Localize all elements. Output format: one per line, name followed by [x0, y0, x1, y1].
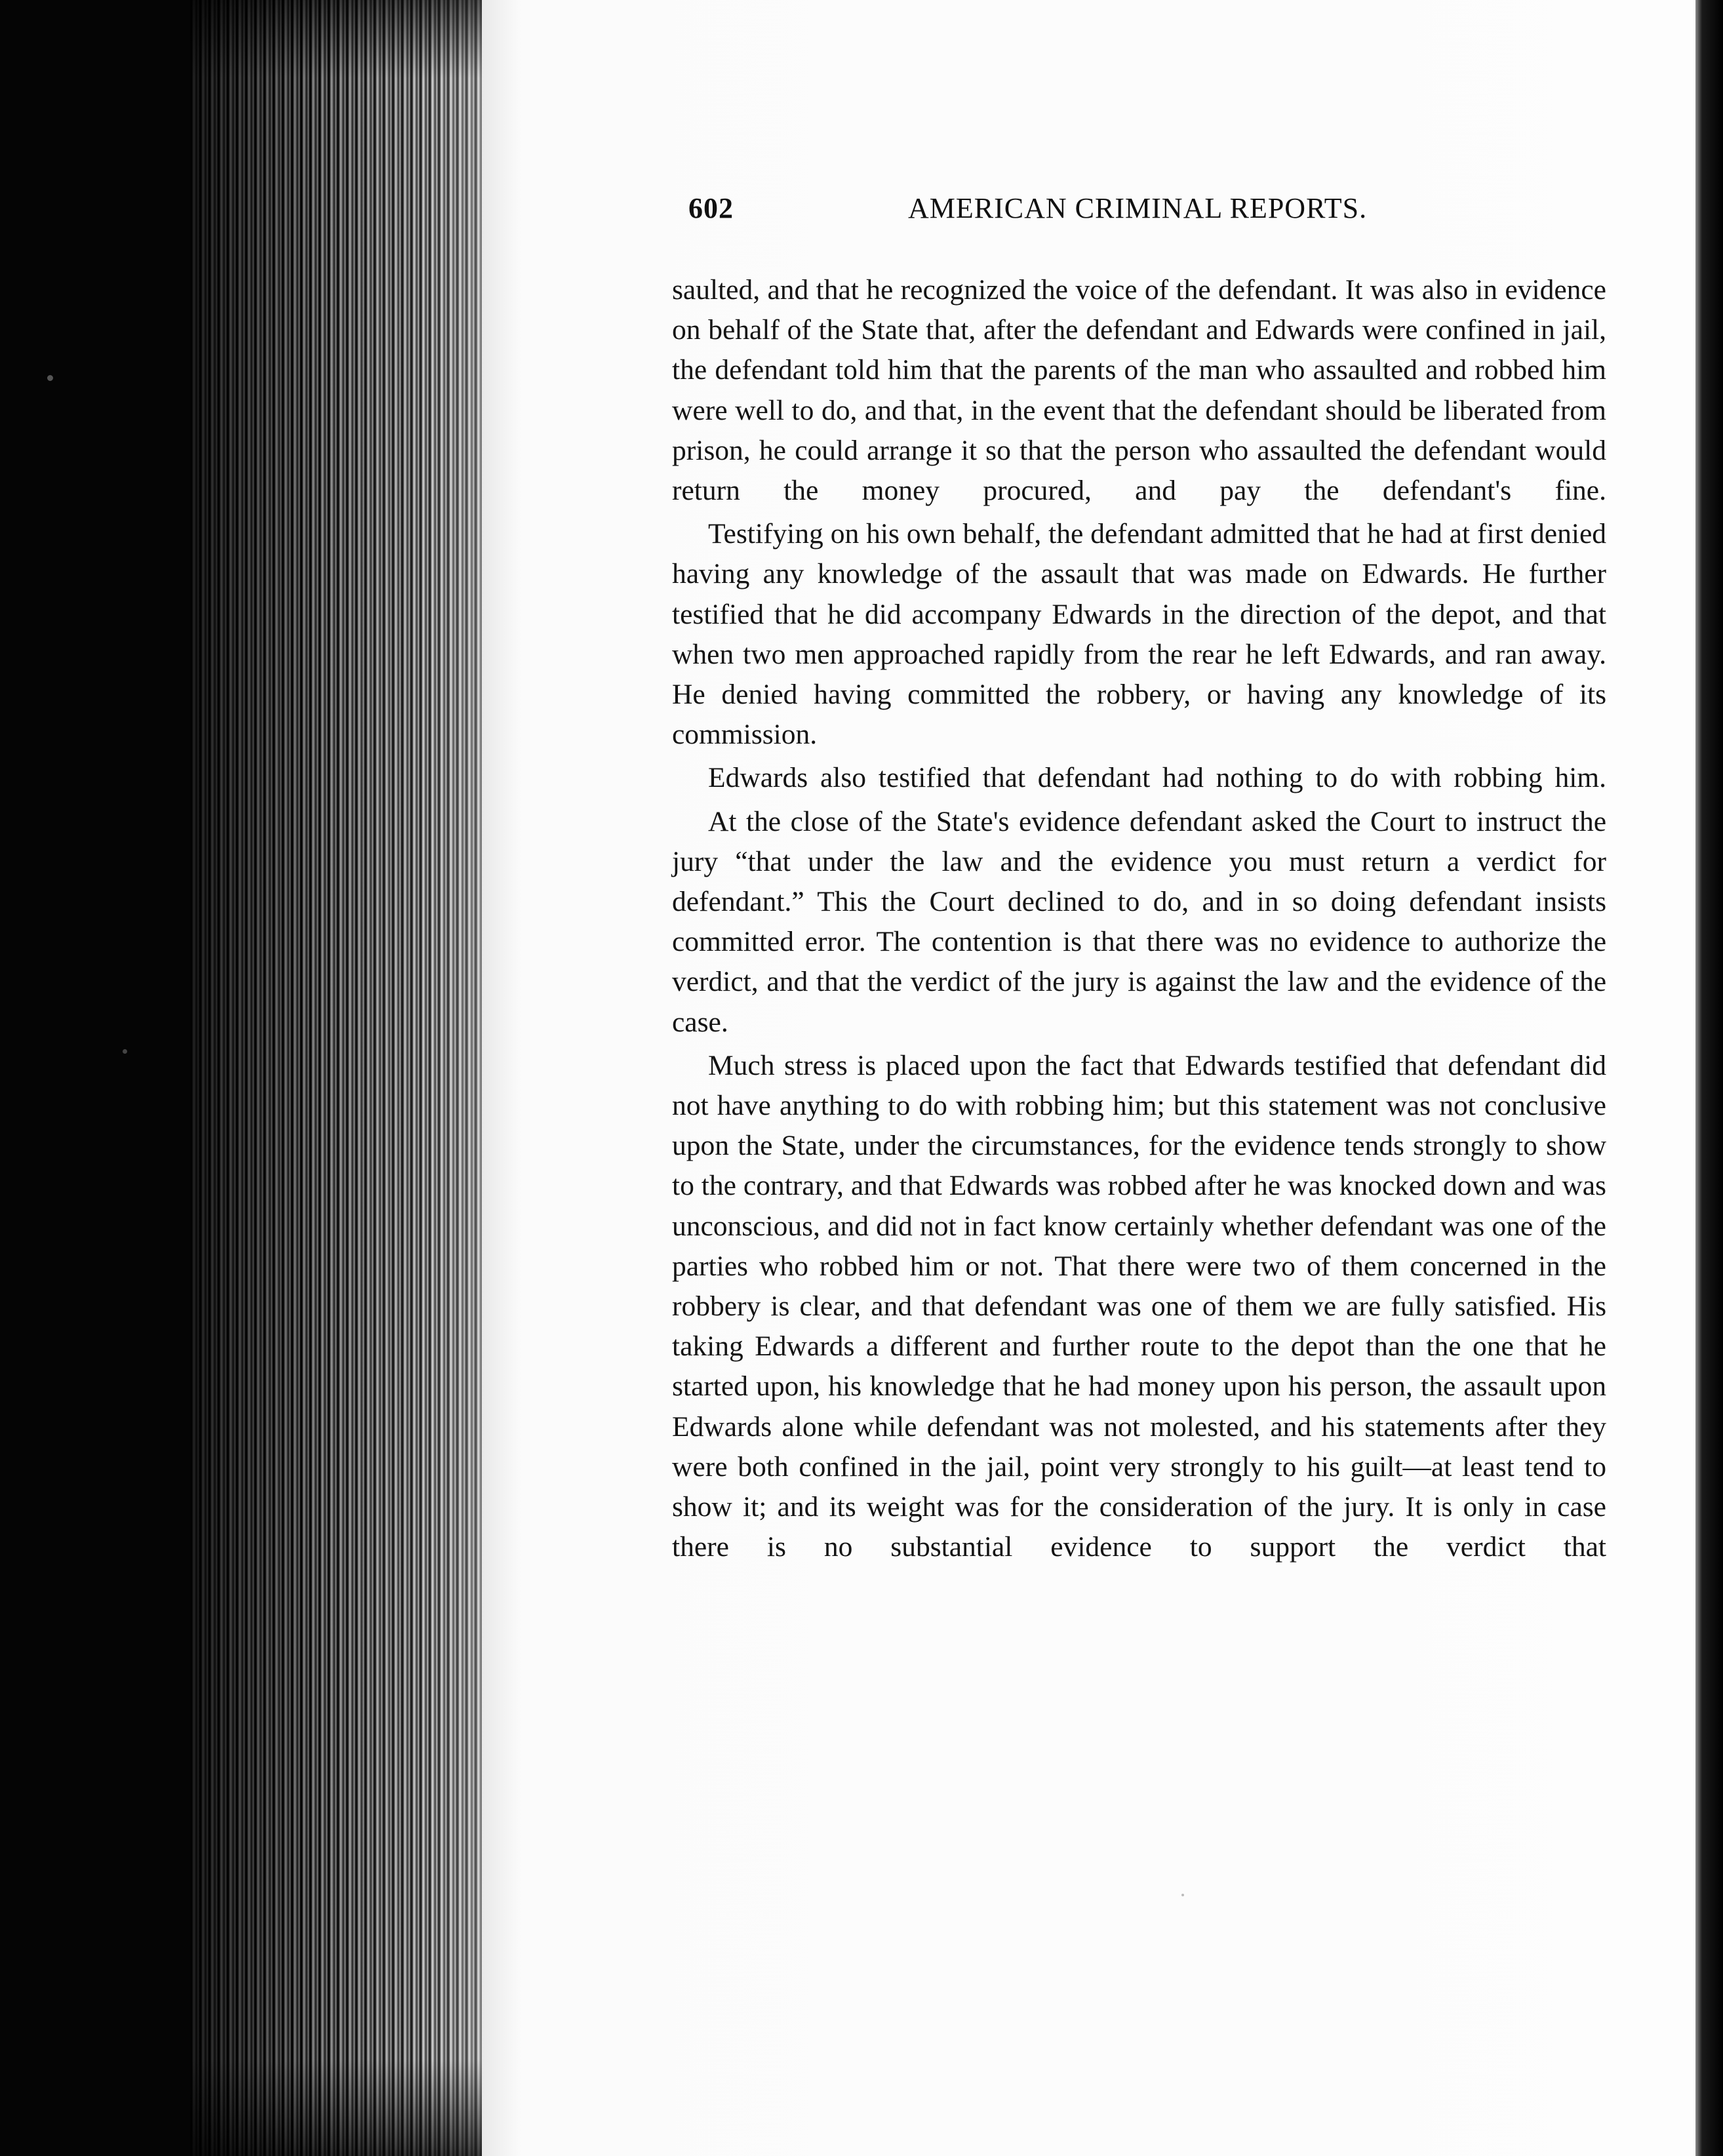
paragraph: Testifying on his own behalf, the defendant admitted that he had at first denied having any knowledge of the assault that was made on Edwards. He further testified that he did accompany Edwards in the direction of the depot, and that when two men approached rapidly from the rear he left Edwards, and ran away. He denied having committed the robbery, or having any knowledge of its commission. — [672, 518, 1606, 751]
paragraph: saulted, and that he recognized the voice of the defendant. It was also in evidence on behalf of the State that, after the defendant and Edwards were confined in jail, the defendant told him that the parents of the man who assaulted and robbed him were well to do, and that, in the event that the defendant should be liberated from prison, he could arrange it so that the person who assaulted the defendant would return the money procured, and pay the defendant's fine. — [672, 274, 1606, 507]
paragraph: At the close of the State's evidence defendant asked the Court to instruct the jury “that under the law and the evidence you must return a verdict for defendant.” This the Court declined to do, and in so doing defendant insists committed error. The contention is that there was no evidence to authorize the verdict, and that the verdict of the jury is against the law and the evidence of the case. — [672, 805, 1606, 1038]
edges-top-shade — [190, 0, 485, 79]
running-head — [688, 191, 1423, 231]
page-number: 602 — [688, 192, 734, 224]
paragraph: Much stress is placed upon the fact that Edwards testified that defendant did not have anything to do with robbing him; but this statement was not conclusive upon the State, under the circumstances, for the evidence tends strongly to show to the contrary, and that Edwards was robbed after he was knocked down and was unconscious, and did not in fact know certainly whether defendant was one of the parties who robbed him or not. That there were two of them concerned in the robbery is clear, and that defendant was one of them we are fully satisfied. His taking Edwards a different and further route to the depot than the one that he started upon, his knowledge that he had money upon his person, the assault upon Edwards alone while defendant was not molested, and his statements after they were both confined in the jail, point very strongly to his guilt—at least tend to show it; and its weight was for the consideration of the jury. It is only in case there is no substantial evidence to support the verdict that — [672, 1049, 1606, 1563]
body-text — [672, 270, 1606, 1571]
dust-speck — [47, 375, 53, 381]
running-title: AMERICAN CRIMINAL REPORTS. — [908, 192, 1368, 224]
dark-background — [0, 0, 197, 2156]
right-page-edge — [1695, 0, 1723, 2156]
edges-bottom-shade — [190, 2059, 485, 2156]
dust-speck — [123, 1049, 127, 1054]
dust-speck — [1181, 1894, 1184, 1896]
paragraph: Edwards also testified that defendant had nothing to do with robbing him. — [708, 762, 1606, 794]
page-edges-shading — [190, 0, 485, 2156]
